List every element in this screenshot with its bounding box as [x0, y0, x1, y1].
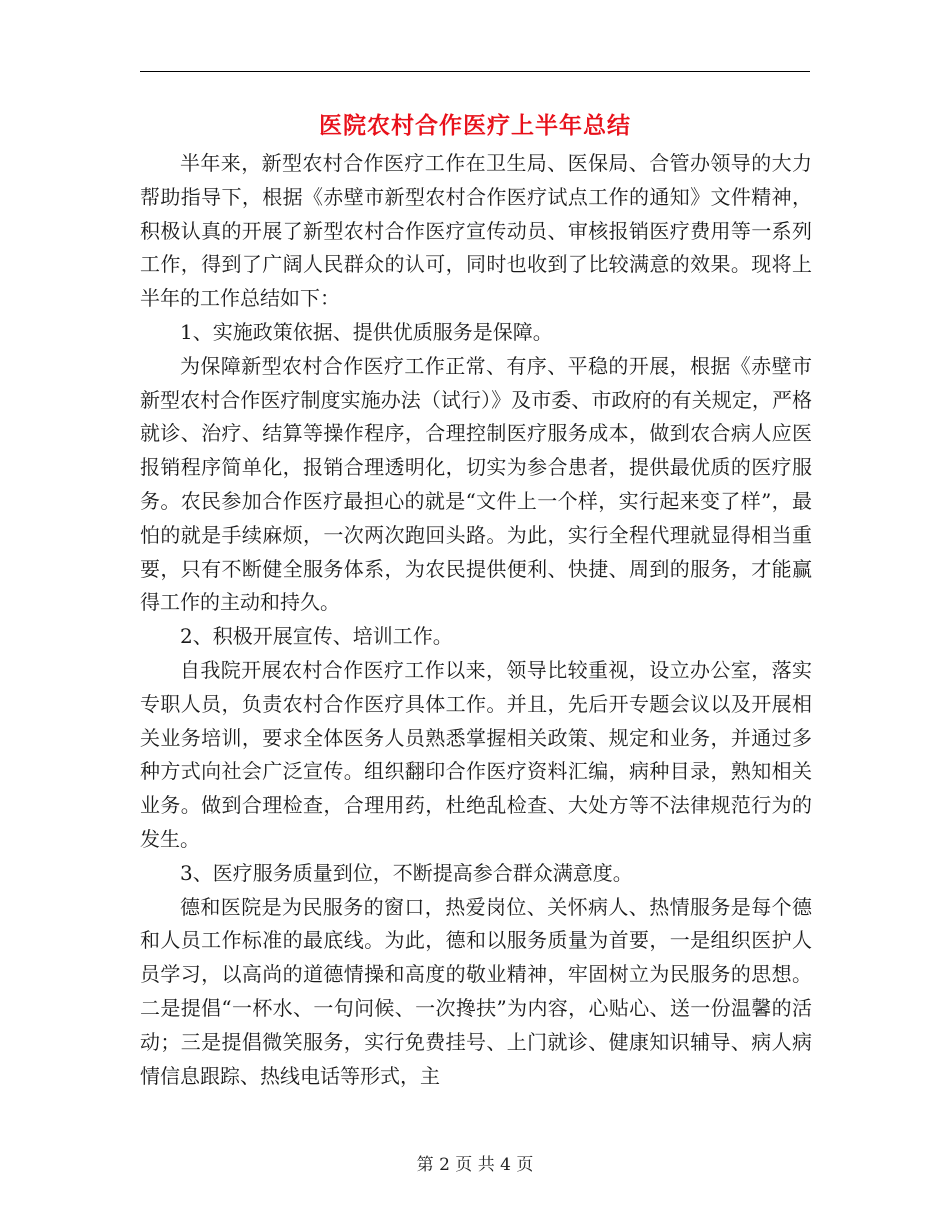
document-body: [140, 147, 812, 1093]
intro-paragraph: 半年来，新型农村合作医疗工作在卫生局、医保局、合管办领导的大力帮助指导下，根据《赤壁市新型农村合作医疗试点工作的通知》文件精神，积极认真的开展了新型农村合作医疗宣传动员、审核报销医疗费用等一系列工作，得到了广阔人民群众的认可，同时也收到了比较满意的效果。现将上半年的工作总结如下：: [140, 151, 812, 311]
section-paragraph-3: 德和医院是为民服务的窗口，热爱岗位、关怀病人、热情服务是每个德和人员工作标准的最底线。为此，德和以服务质量为首要，一是组织医护人员学习，以高尚的道德情操和高度的敬业精神，牢固树立为民服务的思想。二是提倡“一杯水、一句问候、一次搀扶”为内容，心贴心、送一份温馨的活动；三是提倡微笑服务，实行免费挂号、上门就诊、健康知识辅导、病人病情信息跟踪、热线电话等形式，主: [140, 894, 812, 1088]
section-heading-1: 1、实施政策依据、提供优质服务是保障。: [180, 319, 553, 344]
section-heading-2: 2、积极开展宣传、培训工作。: [180, 624, 453, 649]
header-rule: [140, 71, 810, 72]
document-title: 医院农村合作医疗上半年总结: [319, 112, 631, 139]
section-paragraph-2: 自我院开展农村合作医疗工作以来，领导比较重视，设立办公室，落实专职人员，负责农村合作医疗具体工作。并且，先后开专题会议以及开展相关业务培训，要求全体医务人员熟悉掌握相关政策、规定和业务，并通过多种方式向社会广泛宣传。组织翻印合作医疗资料汇编，病种目录，熟知相关业务。做到合理检查，合理用药，杜绝乱检查、大处方等不法律规范行为的发生。: [140, 657, 812, 851]
section-paragraph-1: 为保障新型农村合作医疗工作正常、有序、平稳的开展，根据《赤壁市新型农村合作医疗制度实施办法（试行）》及市委、市政府的有关规定，严格就诊、治疗、结算等操作程序，合理控制医疗服务成本，做到农合病人应医报销程序简单化，报销合理透明化，切实为参合患者，提供最优质的医疗服务。农民参加合作医疗最担心的就是“文件上一个样，实行起来变了样”，最怕的就是手续麻烦，一次两次跑回头路。为此，实行全程代理就显得相当重要，只有不断健全服务体系，为农民提供便利、快捷、周到的服务，才能赢得工作的主动和持久。: [140, 353, 812, 615]
section-heading-3: 3、医疗服务质量到位，不断提高参合群众满意度。: [180, 860, 633, 885]
page-number: 第 2 页 共 4 页: [416, 1155, 534, 1175]
